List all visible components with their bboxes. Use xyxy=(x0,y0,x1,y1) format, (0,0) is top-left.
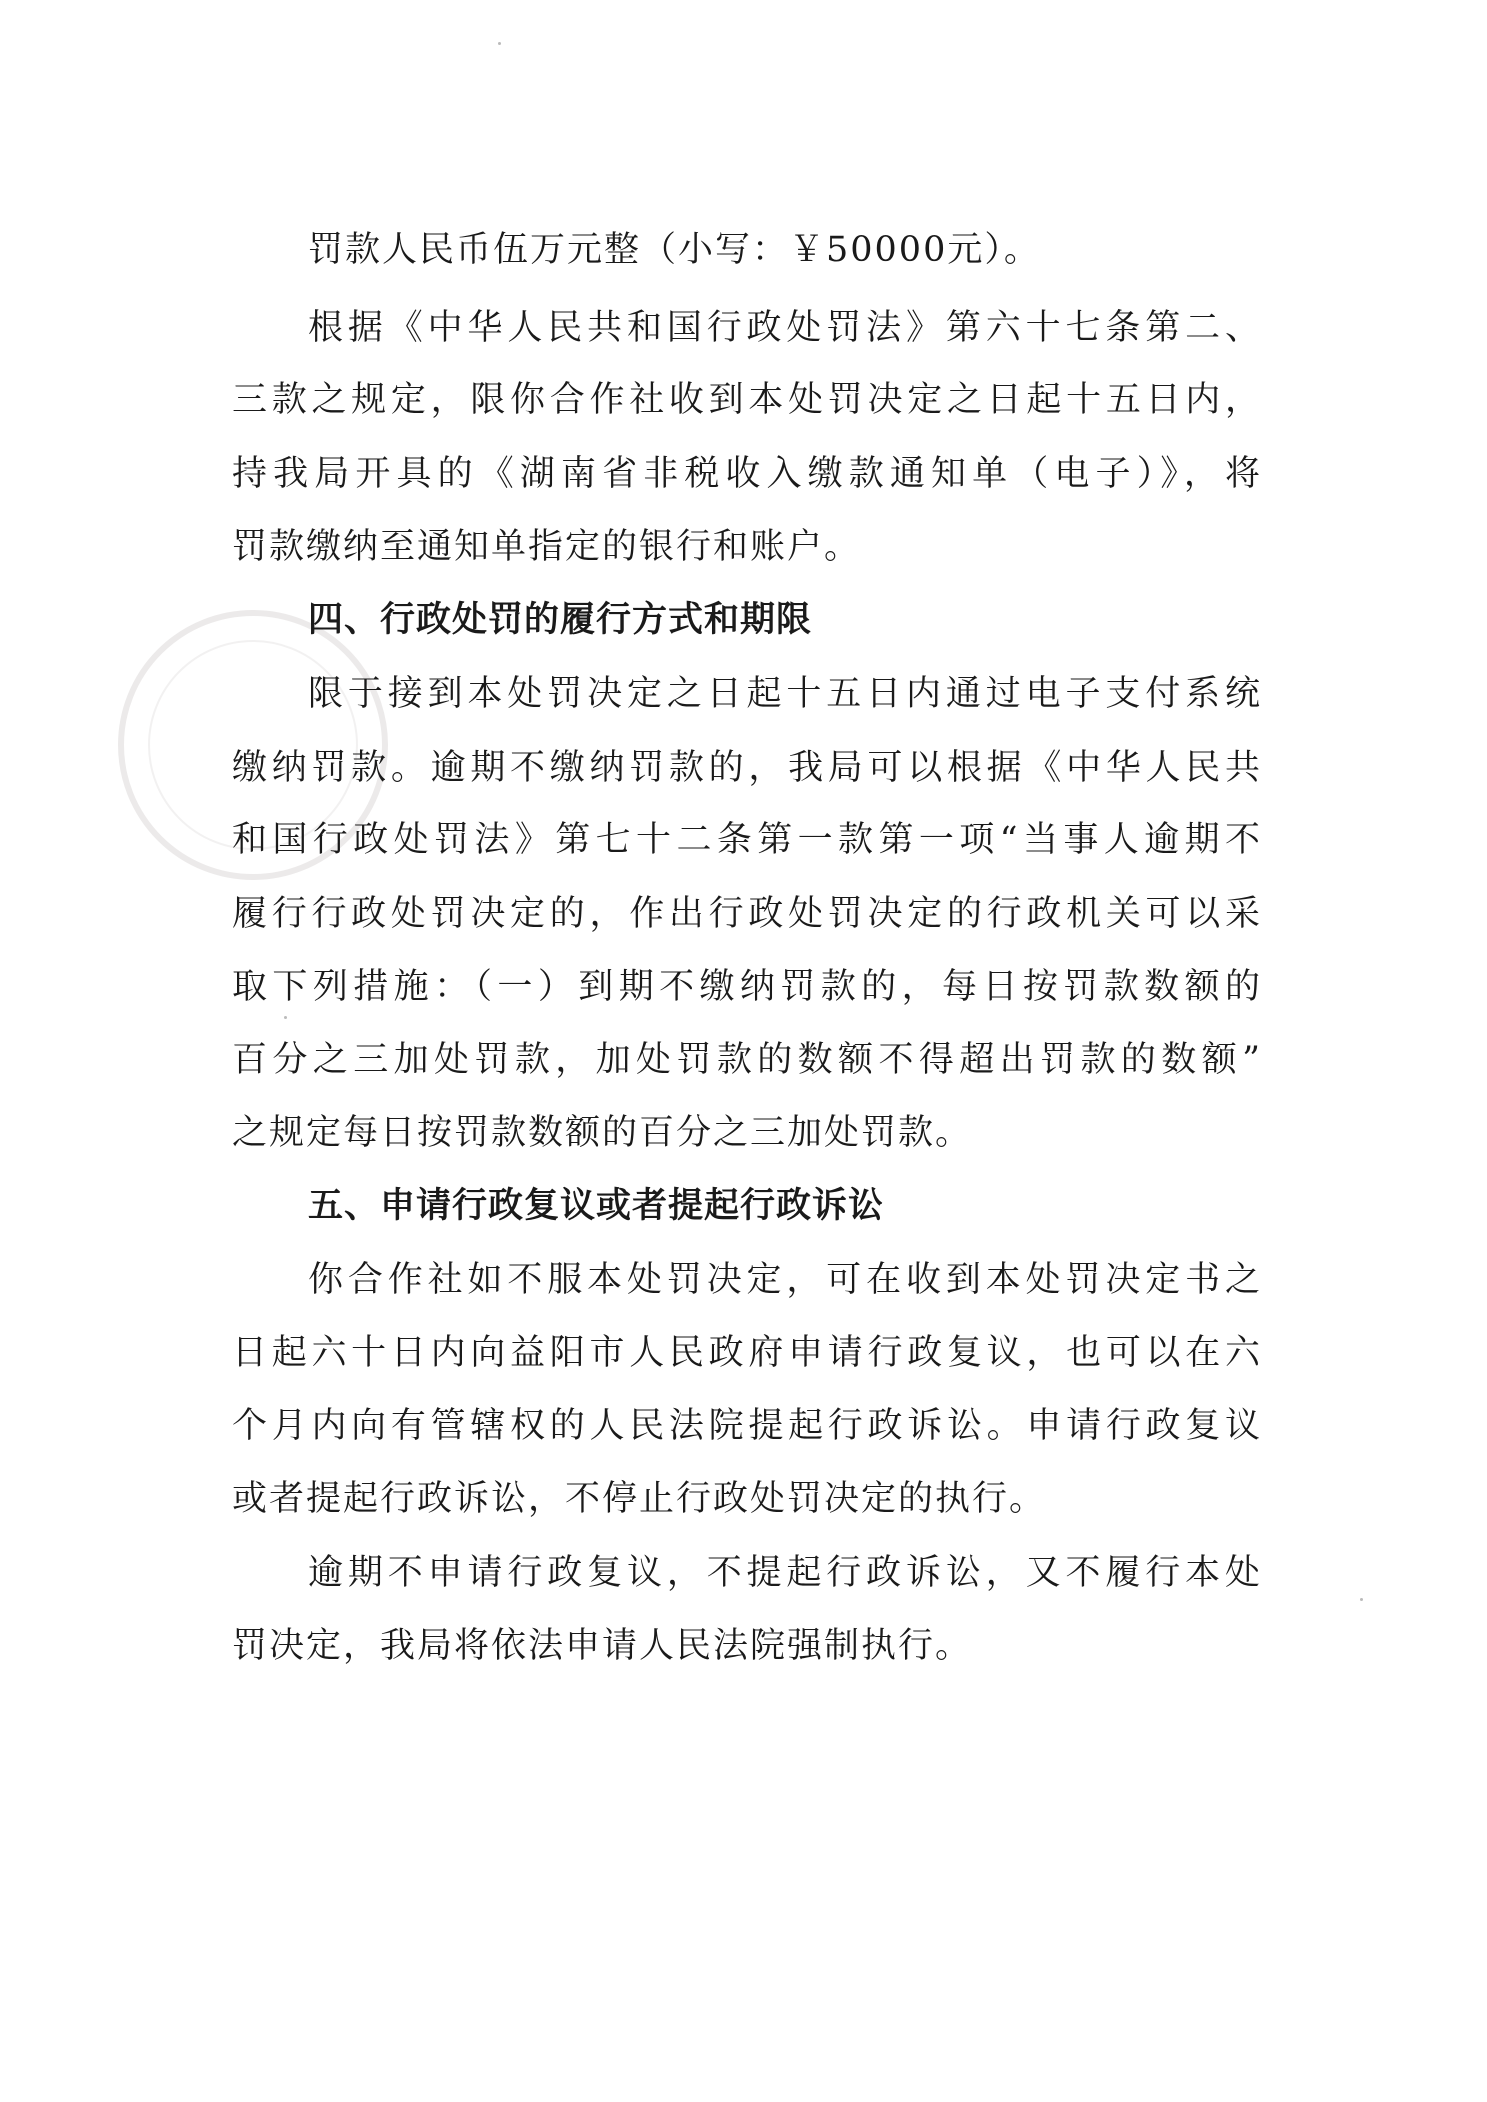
paragraph-line: 之规定每日按罚款数额的百分之三加处罚款。 xyxy=(232,1113,973,1153)
paragraph-line: 和国行政处罚法》第七十二条第一款第一项“当事人逾期不 xyxy=(232,820,1262,860)
paragraph-line: 或者提起行政诉讼，不停止行政处罚决定的执行。 xyxy=(232,1479,1047,1519)
paragraph-line: 逾期不申请行政复议，不提起行政诉讼，又不履行本处 xyxy=(308,1553,1262,1593)
paragraph-line: 你合作社如不服本处罚决定，可在收到本处罚决定书之 xyxy=(308,1260,1262,1300)
paragraph-line: 持我局开具的《湖南省非税收入缴款通知单（电子）》，将 xyxy=(232,454,1262,494)
paragraph-line: 缴纳罚款。逾期不缴纳罚款的，我局可以根据《中华人民共 xyxy=(232,748,1262,788)
section-heading-5: 五、申请行政复议或者提起行政诉讼 xyxy=(308,1185,885,1226)
paragraph-line: 限于接到本处罚决定之日起十五日内通过电子支付系统 xyxy=(308,674,1262,714)
paragraph-line: 履行行政处罚决定的，作出行政处罚决定的行政机关可以采 xyxy=(232,894,1262,934)
section-heading-4: 四、行政处罚的履行方式和期限 xyxy=(308,599,813,640)
scan-speck xyxy=(498,42,501,45)
paragraph-line: 个月内向有管辖权的人民法院提起行政诉讼。申请行政复议 xyxy=(232,1406,1262,1446)
scan-speck xyxy=(1360,1598,1363,1601)
paragraph-line: 取下列措施：（一）到期不缴纳罚款的，每日按罚款数额的 xyxy=(232,967,1262,1007)
paragraph-line: 百分之三加处罚款，加处罚款的数额不得超出罚款的数额” xyxy=(232,1040,1262,1080)
paragraph-line: 罚款缴纳至通知单指定的银行和账户。 xyxy=(232,527,862,567)
paragraph-line: 罚款人民币伍万元整（小写：￥50000元）。 xyxy=(308,230,1041,270)
paragraph-line: 日起六十日内向益阳市人民政府申请行政复议，也可以在六 xyxy=(232,1333,1262,1373)
paragraph-line: 根据《中华人民共和国行政处罚法》第六十七条第二、 xyxy=(308,308,1262,348)
paragraph-line: 罚决定，我局将依法申请人民法院强制执行。 xyxy=(232,1626,973,1666)
scan-speck xyxy=(284,1016,287,1019)
paragraph-line: 三款之规定，限你合作社收到本处罚决定之日起十五日内， xyxy=(232,380,1262,420)
